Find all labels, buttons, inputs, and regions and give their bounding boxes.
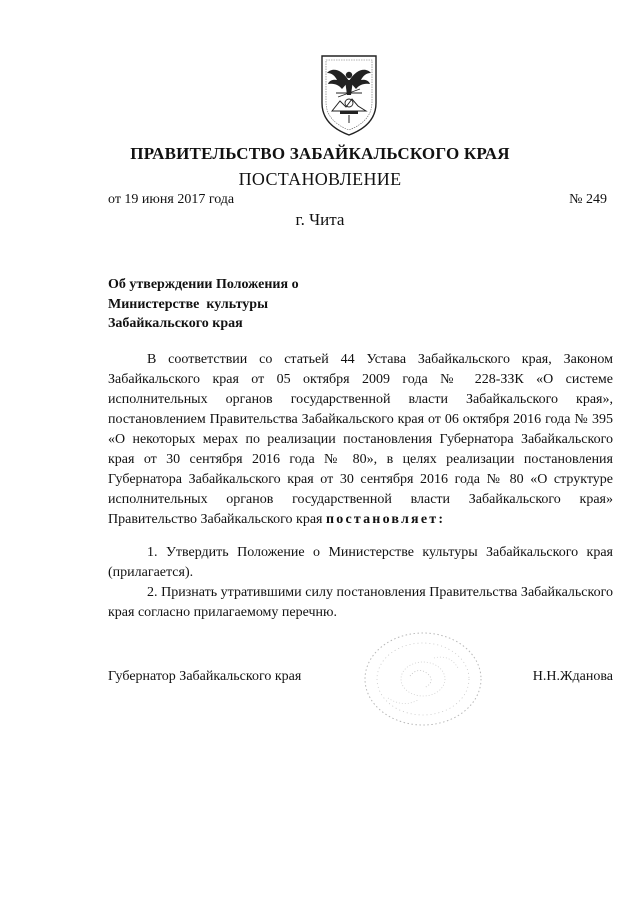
document-body xyxy=(108,350,613,623)
resolves-keyword: постановляет: xyxy=(325,512,446,527)
government-name: ПРАВИТЕЛЬСТВО ЗАБАЙКАЛЬСКОГО КРАЯ xyxy=(130,144,510,163)
subject-line: Об утверждении Положения о xyxy=(108,277,299,292)
resolution-item: 1. Утвердить Положение о Министерстве культуры Забайкальского края (прилагается). xyxy=(108,545,613,580)
official-seal-stamp xyxy=(358,628,488,730)
document-number: № 249 xyxy=(569,192,607,207)
subject-line: Забайкальского края xyxy=(108,316,243,331)
coat-of-arms-emblem xyxy=(318,53,380,137)
preamble-text: В соответствии со статьей 44 Устава Забайкальского края, Законом Забайкальского края от 05 октября 2009 года № 228-ЗЗК «О системе исполнительных органов государственной власти Забайкальского края», постановлением Правительства Забайкальского края от 06 октября 2016 года № 395 «О некоторых мерах по реализации постановления Губернатора Забайкальского края от 30 сентября 2016 года № 80», в целях реализации постановления Губернатора Забайкальского края от 30 сентября 2016 года № 80 «О структуре исполнительных органов государственной власти Забайкальского края» Правительство Забайкальского края xyxy=(108,352,613,527)
resolution-item: 2. Признать утратившими силу постановления Правительства Забайкальского края согласно прилагаемому перечню. xyxy=(108,585,613,620)
subject-line: Министерстве культуры xyxy=(108,296,269,312)
document-subject xyxy=(108,275,299,334)
resolution-items xyxy=(108,543,613,623)
preamble-paragraph xyxy=(108,350,613,530)
document-date: от 19 июня 2017 года xyxy=(108,192,235,207)
document-type: ПОСТАНОВЛЕНИЕ xyxy=(238,169,402,189)
signatory-role: Губернатор Забайкальского края xyxy=(108,669,302,684)
signatory-name: Н.Н.Жданова xyxy=(532,669,613,684)
document-city: г. Чита xyxy=(295,210,345,229)
